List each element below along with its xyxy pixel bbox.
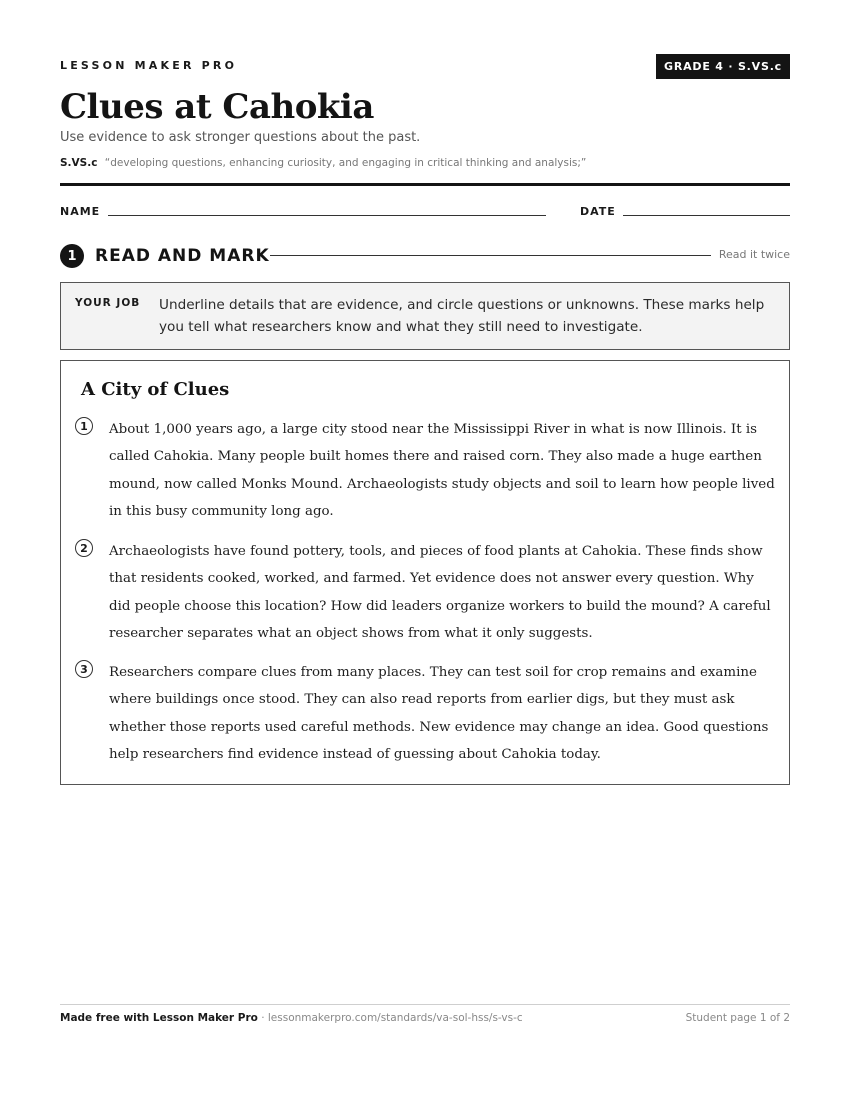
reading-title: A City of Clues [81,379,230,400]
footer-credit [60,1012,523,1024]
brand-name: LESSON MAKER PRO [60,59,238,72]
date-label: DATE [580,205,616,218]
section-divider [270,255,711,256]
section-note: Read it twice [718,248,790,261]
standard-code: S.VS.c [60,157,98,169]
footer-divider [60,1004,790,1005]
paragraph-number-badge: 2 [75,539,93,557]
standard-line [60,157,586,169]
footer-url[interactable]: · lessonmakerpro.com/standards/va-sol-hss/s-vs-c [257,1012,523,1024]
page-subtitle: Use evidence to ask stronger questions about the past. [60,130,421,145]
reading-passage-box [60,360,790,785]
step-number-badge: 1 [60,244,84,268]
standard-text: “developing questions, enhancing curiosity, and engaging in critical thinking and analysis;” [104,157,587,169]
section-header [60,242,790,268]
page-title: Clues at Cahokia [60,87,374,127]
paragraph-text: Archaeologists have found pottery, tools, and pieces of food plants at Cahokia. These finds show that residents cooked, worked, and farmed. Yet evidence does not answer every question. Why did people choose this location? How did leaders organize workers to build the mound? A careful researcher separates what an object shows from what it only suggests. [109,544,771,642]
footer-page-number: Student page 1 of 2 [685,1012,790,1024]
name-field[interactable] [108,215,546,216]
name-label: NAME [60,205,101,218]
worksheet-page [60,0,790,1100]
job-instructions-box [60,282,790,350]
job-text: Underline details that are evidence, and circle questions or unknowns. These marks help you tell what researchers know and what they still need to investigate. [159,297,765,335]
section-title: READ AND MARK [95,246,270,266]
grade-badge: GRADE 4 · S.VS.c [656,54,790,79]
paragraph-text: Researchers compare clues from many places. They can test soil for crop remains and examine where buildings once stood. They can also read reports from earlier digs, but they must ask whether those reports used careful methods. New evidence may change an idea. Good questions help researchers find evidence instead of guessing about Cahokia today. [109,665,769,763]
paragraph-text: About 1,000 years ago, a large city stood near the Mississippi River in what is now Illinois. It is called Cahokia. Many people built homes there and raised corn. They also made a huge earthen mound, now called Monks Mound. Archaeologists study objects and soil to learn how people lived in this busy community long ago. [109,422,775,520]
job-label: YOUR JOB [75,297,141,309]
header-divider [60,183,790,186]
paragraph-number-badge: 1 [75,417,93,435]
footer-brand: Made free with Lesson Maker Pro [60,1012,258,1024]
paragraph-number-badge: 3 [75,660,93,678]
date-field[interactable] [623,215,790,216]
